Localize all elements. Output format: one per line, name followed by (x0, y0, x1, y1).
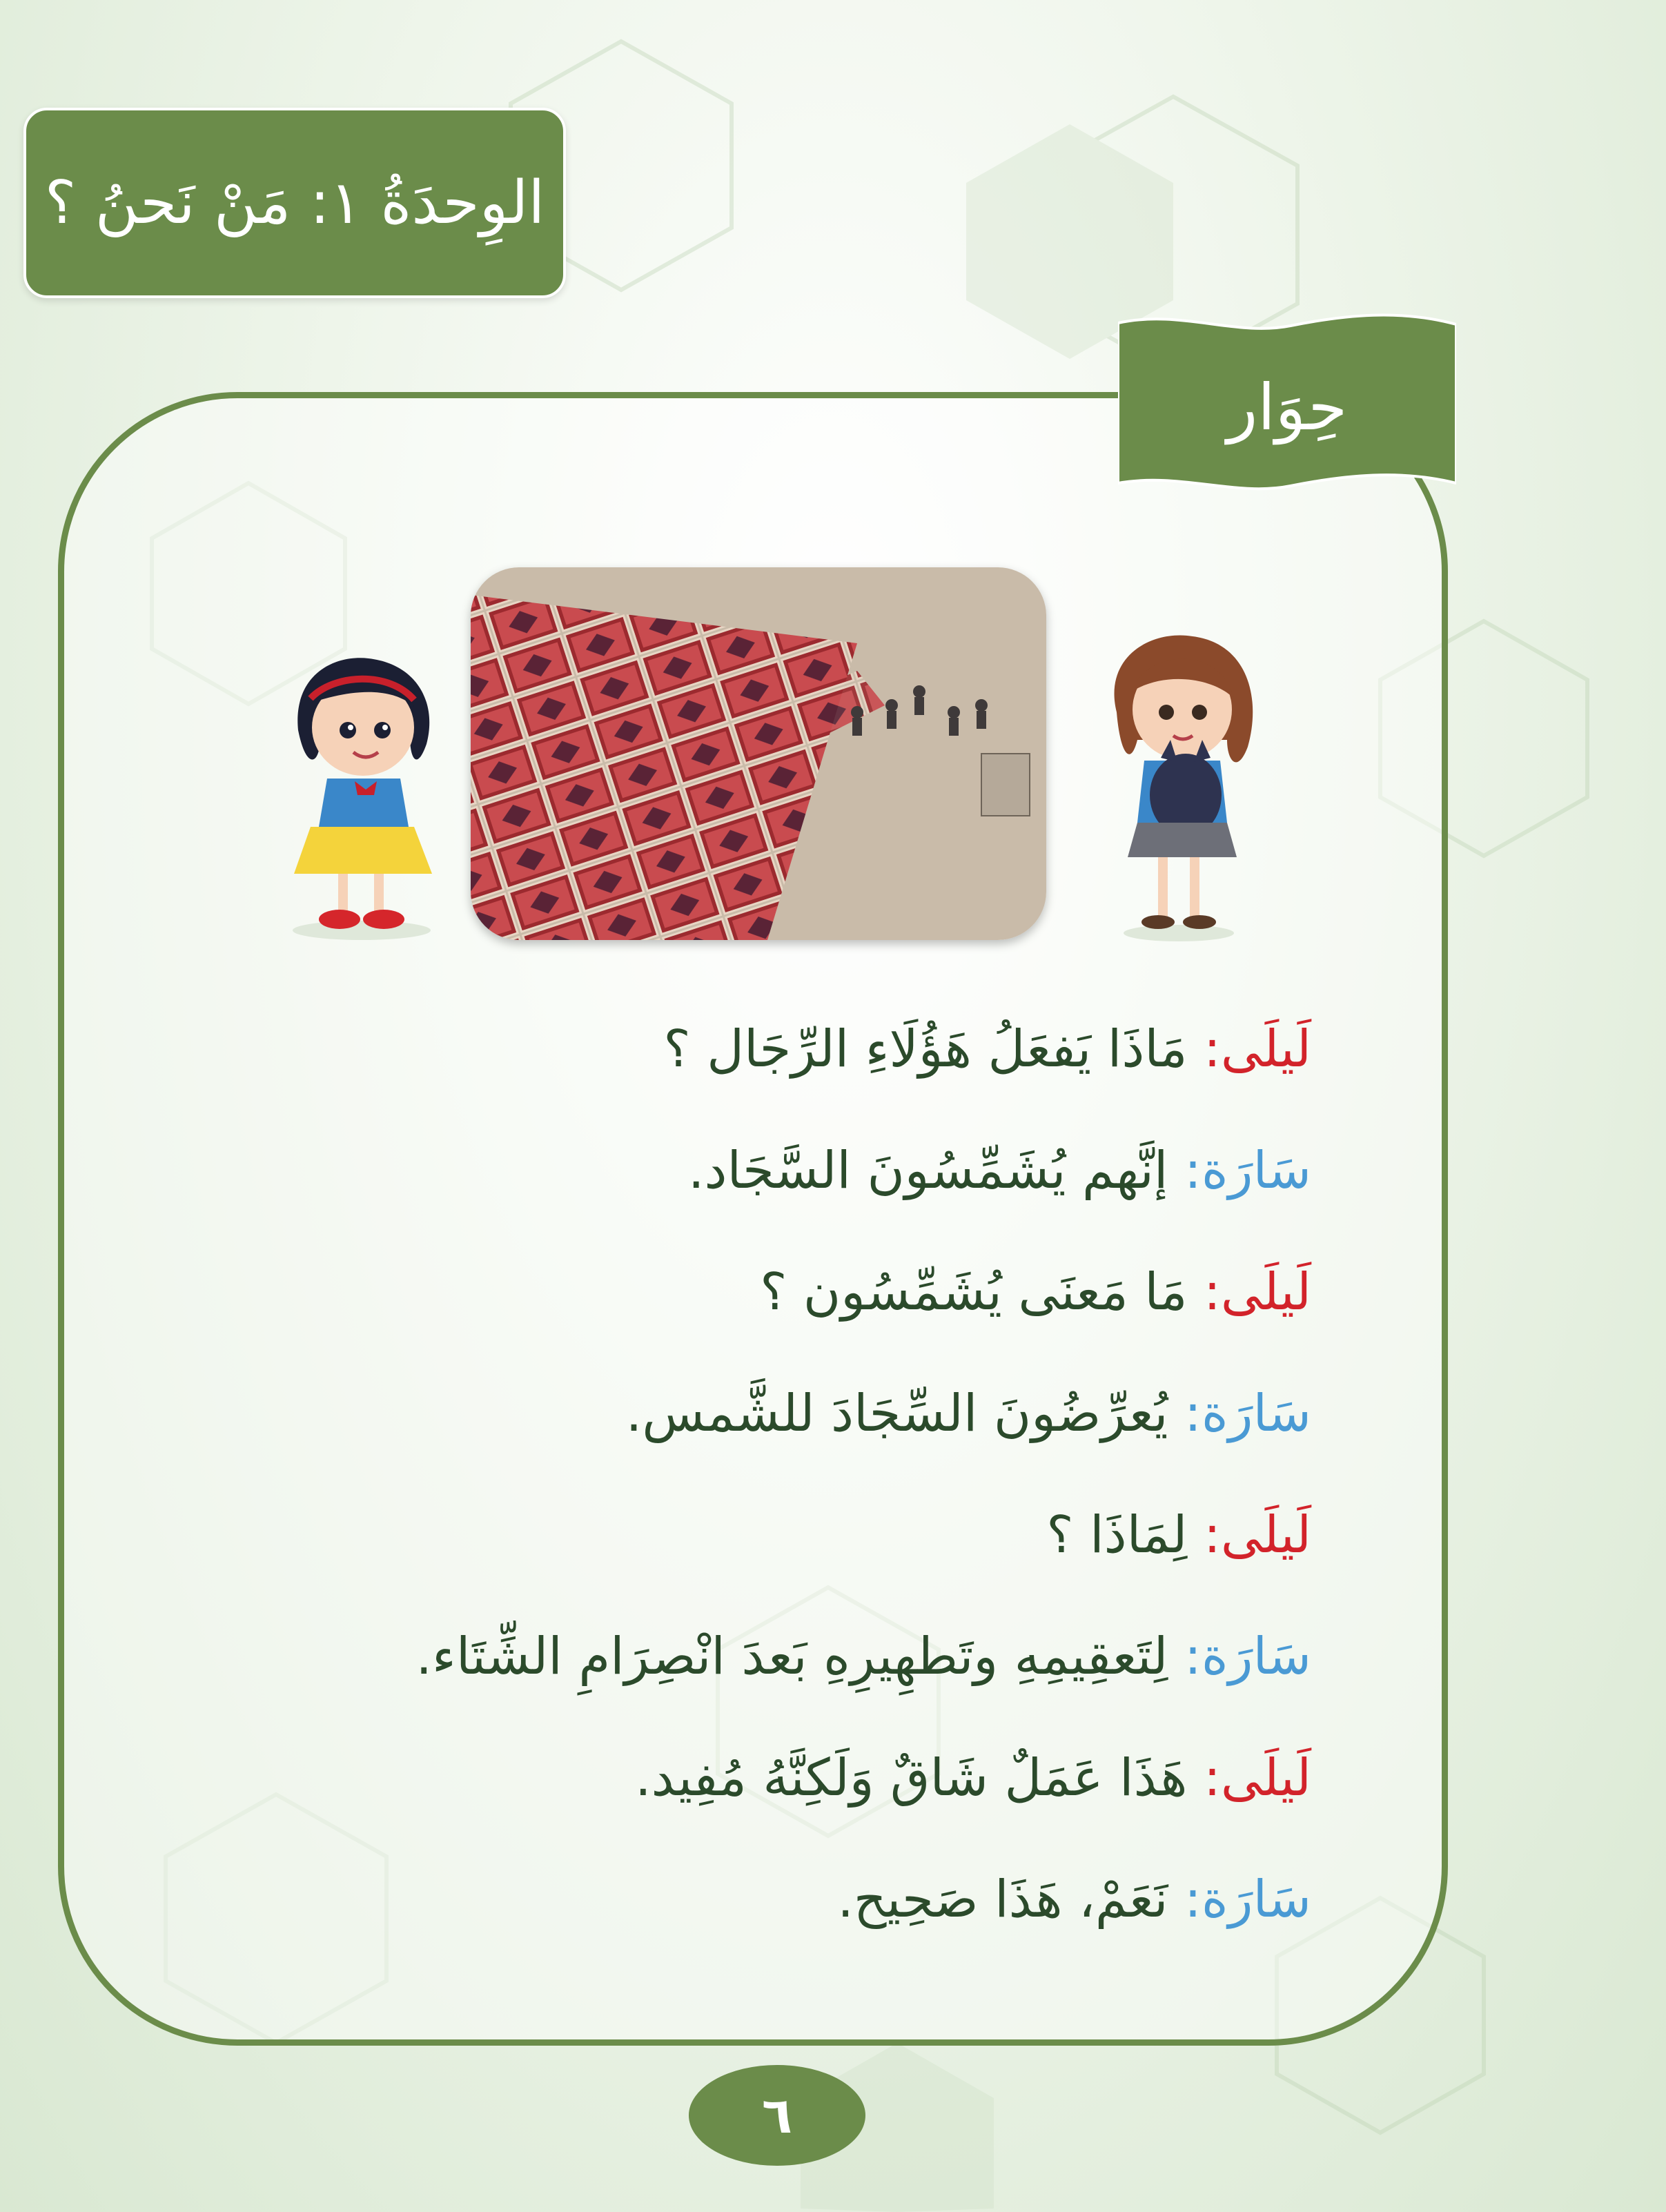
dialogue-line (207, 1129, 1311, 1251)
dialogue-line (207, 1372, 1311, 1494)
girl-with-red-headband-icon (279, 654, 444, 944)
dialogue-text: مَاذَا يَفعَلُ هَؤُلَاءِ الرِّجَال ؟ (663, 1019, 1188, 1079)
dialogue-text: لِمَاذَا ؟ (1046, 1505, 1188, 1565)
unit-title: الوِحدَةُ ١: مَنْ نَحنُ ؟ (44, 168, 545, 237)
section-label: حِوَار (1226, 370, 1348, 444)
speaker-sara: سَارَة: (1184, 1141, 1311, 1200)
dialogue-line (207, 1858, 1311, 1979)
dialogue-text: يُعرِّضُونَ السِّجَادَ للشَّمس. (625, 1384, 1168, 1443)
dialogue-line (207, 1008, 1311, 1129)
dialogue-text: نَعَمْ، هَذَا صَحِيح. (837, 1870, 1168, 1929)
girl-holding-cat-icon (1089, 629, 1268, 947)
unit-title-banner (23, 108, 566, 298)
dialogue-text: إنَّهم يُشَمِّسُونَ السَّجَاد. (688, 1141, 1168, 1200)
page-number-badge (689, 2065, 865, 2166)
speaker-laila: لَيلَى: (1204, 1748, 1311, 1808)
dialogue-text: مَا مَعنَى يُشَمِّسُون ؟ (760, 1262, 1188, 1322)
speaker-laila: لَيلَى: (1204, 1262, 1311, 1322)
speaker-laila: لَيلَى: (1204, 1505, 1311, 1565)
page-number: ٦ (762, 2086, 792, 2144)
dialogue-line (207, 1615, 1311, 1736)
speaker-sara: سَارَة: (1184, 1870, 1311, 1929)
dialogue (207, 1008, 1311, 1979)
speaker-sara: سَارَة: (1184, 1627, 1311, 1686)
carpets-drying-in-sun-photo (471, 567, 1046, 940)
dialogue-text: لِتَعقِيمِهِ وتَطهِيرِهِ بَعدَ انْصِرَامِ الشِّتَاء. (415, 1627, 1168, 1686)
speaker-laila: لَيلَى: (1204, 1019, 1311, 1079)
dialogue-line (207, 1251, 1311, 1372)
dialogue-text: هَذَا عَمَلٌ شَاقٌ وَلَكِنَّهُ مُفِيد. (635, 1748, 1188, 1808)
dialogue-line (207, 1736, 1311, 1858)
speaker-sara: سَارَة: (1184, 1384, 1311, 1443)
dialogue-line (207, 1494, 1311, 1615)
